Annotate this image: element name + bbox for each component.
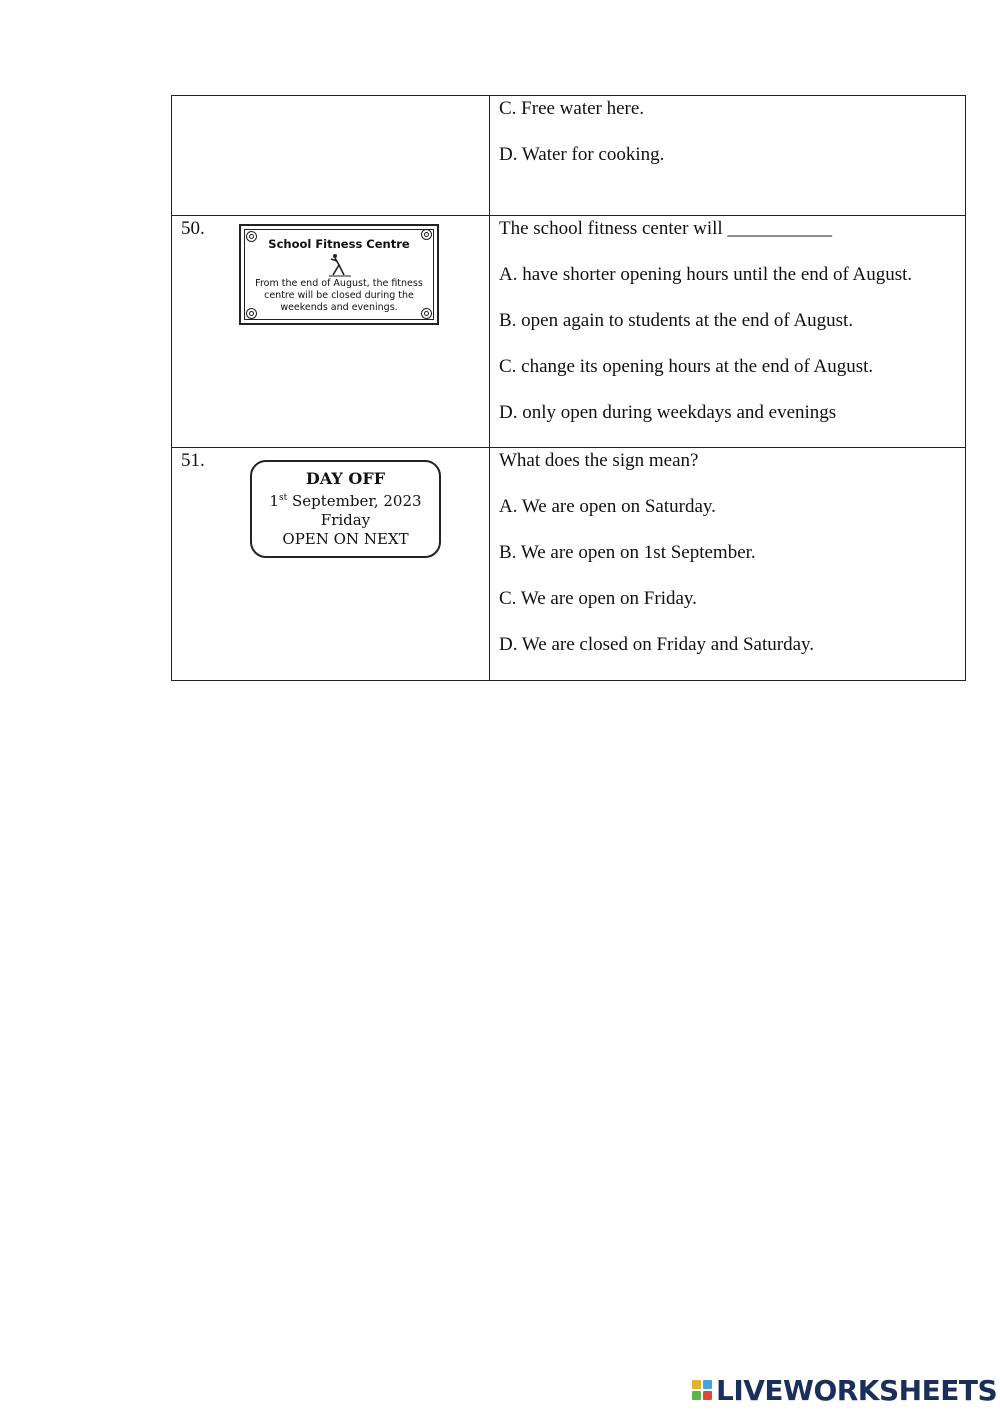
sign-open-text: OPEN ON NEXT (282, 530, 409, 548)
option-d: D. Water for cooking. (499, 144, 665, 165)
sign-date: 1st September, 2023 (269, 492, 422, 510)
options-cell (490, 216, 966, 448)
option-d: D. We are closed on Friday and Saturday. (499, 634, 815, 655)
option-b: B. open again to students at the end of August. (499, 310, 854, 331)
option-a: A. We are open on Saturday. (499, 496, 716, 517)
option-d: D. only open during weekdays and evenings (499, 402, 837, 423)
table-row (172, 216, 966, 448)
option-b: B. We are open on 1st September. (499, 542, 756, 563)
options-cell (490, 448, 966, 681)
gymnast-icon (329, 253, 351, 277)
option-c: C. We are open on Friday. (499, 588, 697, 609)
question-number: 51. (181, 450, 205, 471)
question-cell (172, 216, 490, 448)
logo-text: LIVEWORKSHEETS (716, 1373, 998, 1407)
liveworksheets-logo[interactable] (692, 1374, 997, 1406)
logo-mark-icon (692, 1380, 712, 1400)
table-row (172, 96, 966, 216)
question-text: What does the sign mean? (499, 450, 699, 471)
options-cell (490, 96, 966, 216)
question-number: 50. (181, 218, 205, 239)
table-row (172, 448, 966, 681)
question-text: The school fitness center will ___________ (499, 218, 832, 239)
option-c: C. Free water here. (499, 98, 645, 119)
sign-heading: DAY OFF (305, 469, 386, 488)
option-c: C. change its opening hours at the end of August. (499, 356, 874, 377)
sign-weekday: Friday (320, 511, 371, 529)
question-cell (172, 96, 490, 216)
sign-title: School Fitness Centre (268, 237, 410, 251)
worksheet-table (171, 95, 966, 681)
option-a: A. have shorter opening hours until the end of August. (499, 264, 913, 285)
day-off-sign (250, 460, 441, 558)
question-cell (172, 448, 490, 681)
sign-text: From the end of August, the fitness centre will be closed during the weekends and evenings. (255, 278, 423, 313)
fitness-centre-sign (239, 224, 439, 325)
